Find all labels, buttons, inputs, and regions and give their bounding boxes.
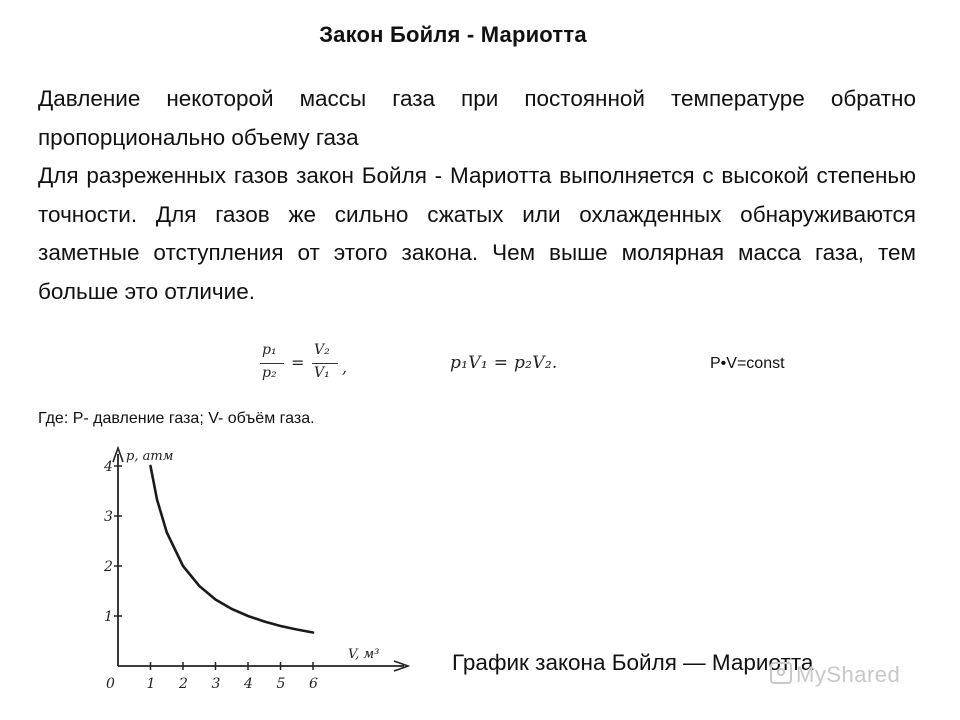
ticks bbox=[114, 466, 313, 670]
graph-caption: График закона Бойля — Мариотта bbox=[452, 650, 814, 675]
x-tick-label: 5 bbox=[276, 676, 286, 692]
paragraph-accuracy: Для разреженных газов закон Бойля - Мариотта выполняется с высокой степенью точности. Для газов же сильно сжатых или охлажденных обнаруживаются заметные отступления от этого закона. Чем выше молярная масса газа, тем больше это отличие. bbox=[38, 163, 916, 304]
x-tick-label: 0 bbox=[106, 676, 115, 692]
y-tick-label: 2 bbox=[104, 559, 113, 575]
legend-text: Где: Р- давление газа; V- объём газа. bbox=[38, 410, 315, 427]
ratio-num-left: p₁ bbox=[262, 342, 277, 358]
ratio-formula bbox=[260, 342, 370, 386]
x-tick-label: 3 bbox=[211, 676, 221, 692]
ratio-den-left: p₂ bbox=[262, 365, 277, 381]
ratio-num-right: V₂ bbox=[314, 342, 330, 358]
axes bbox=[113, 448, 408, 671]
x-tick-label: 1 bbox=[146, 676, 156, 692]
x-tick-label: 2 bbox=[179, 676, 188, 692]
watermark-text: MyShared bbox=[796, 662, 901, 687]
product-formula: p₁V₁ = p₂V₂. bbox=[450, 353, 558, 373]
slide-title: Закон Бойля - Мариотта bbox=[319, 22, 587, 47]
y-axis-label: p, атм bbox=[126, 449, 174, 464]
y-tick-label: 1 bbox=[104, 609, 113, 625]
ratio-equals: = bbox=[291, 353, 305, 372]
myshared-logo-icon bbox=[770, 662, 792, 684]
ratio-den-right: V₁ bbox=[314, 365, 330, 381]
watermark bbox=[770, 662, 900, 688]
isotherm-curve bbox=[151, 466, 314, 633]
body-text bbox=[38, 80, 916, 311]
x-tick-label: 6 bbox=[309, 676, 318, 692]
boyle-mariotte-graph bbox=[90, 440, 420, 700]
y-tick-label: 4 bbox=[104, 459, 113, 475]
labels bbox=[103, 449, 379, 692]
y-tick-label: 3 bbox=[104, 509, 113, 525]
x-tick-label: 4 bbox=[244, 676, 253, 692]
const-formula: P•V=const bbox=[710, 355, 785, 372]
x-axis-label: V, м³ bbox=[348, 647, 380, 662]
fraction-bar-left bbox=[260, 363, 284, 364]
ratio-comma: , bbox=[342, 358, 348, 377]
fraction-bar-right bbox=[312, 363, 338, 364]
paragraph-definition: Давление некоторой массы газа при постоянной температуре обратно пропорционально объему газа bbox=[38, 86, 916, 150]
